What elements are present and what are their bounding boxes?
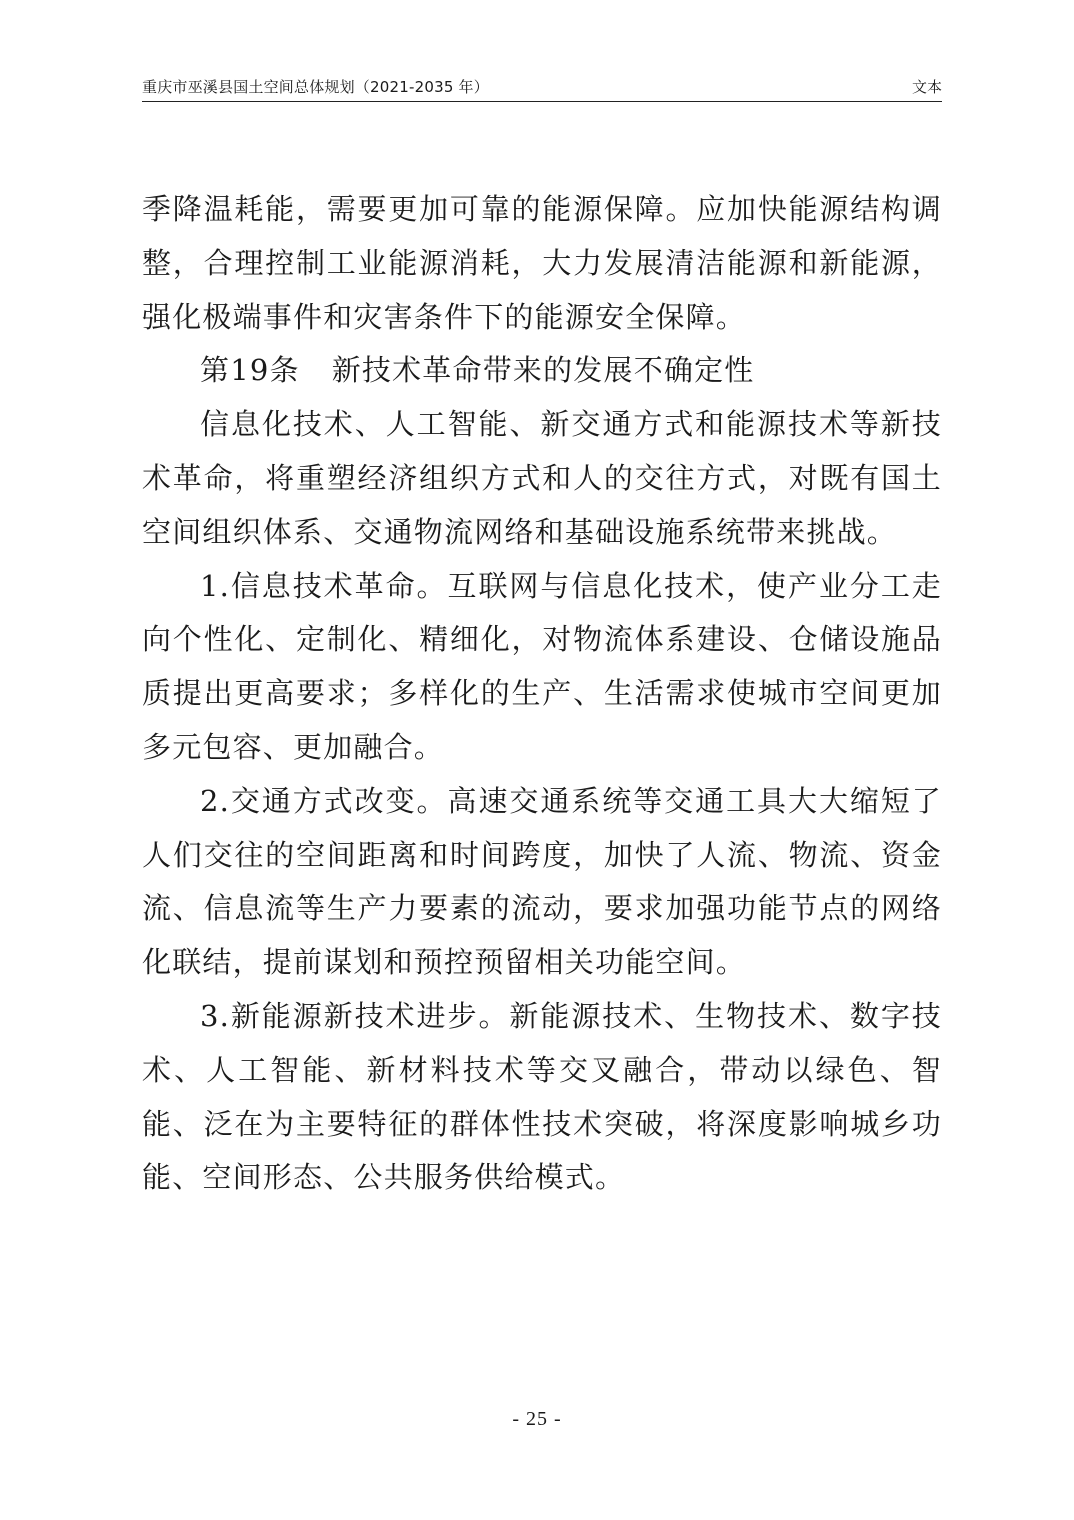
list-item: 1.信息技术革命。互联网与信息化技术，使产业分工走向个性化、定制化、精细化，对物流体系建设、仓储设施品质提出更高要求；多样化的生产、生活需求使城市空间更加多元包容、更加融合。 xyxy=(142,568,942,764)
page-number: - 25 - xyxy=(512,1408,562,1430)
section-label: 文本 xyxy=(911,78,942,96)
page-header xyxy=(142,76,942,102)
header-divider xyxy=(142,101,942,102)
list-item: 2.交通方式改变。高速交通系统等交通工具大大缩短了人们交往的空间距离和时间跨度，加快了人流、物流、资金流、信息流等生产力要素的流动，要求加强功能节点的网络化联结，提前谋划和预控预留相关功能空间。 xyxy=(142,783,942,980)
document-title: 重庆市巫溪县国土空间总体规划（2021-2035 年） xyxy=(142,78,489,96)
article-title: 新技术革命带来的发展不确定性 xyxy=(331,353,755,388)
article-heading xyxy=(142,344,942,398)
article-number: 第19条 xyxy=(200,353,300,388)
continued-paragraph: 季降温耗能，需要更加可靠的能源保障。应加快能源结构调整，合理控制工业能源消耗，大力发展清洁能源和新能源，强化极端事件和灾害条件下的能源安全保障。 xyxy=(142,192,942,334)
body-text xyxy=(142,183,942,1205)
list-item: 3.新能源新技术进步。新能源技术、生物技术、数字技术、人工智能、新材料技术等交叉融合，带动以绿色、智能、泛在为主要特征的群体性技术突破，将深度影响城乡功能、空间形态、公共服务供给模式。 xyxy=(142,998,942,1195)
article-intro-paragraph: 信息化技术、人工智能、新交通方式和能源技术等新技术革命，将重塑经济组织方式和人的交往方式，对既有国土空间组织体系、交通物流网络和基础设施系统带来挑战。 xyxy=(142,407,942,549)
